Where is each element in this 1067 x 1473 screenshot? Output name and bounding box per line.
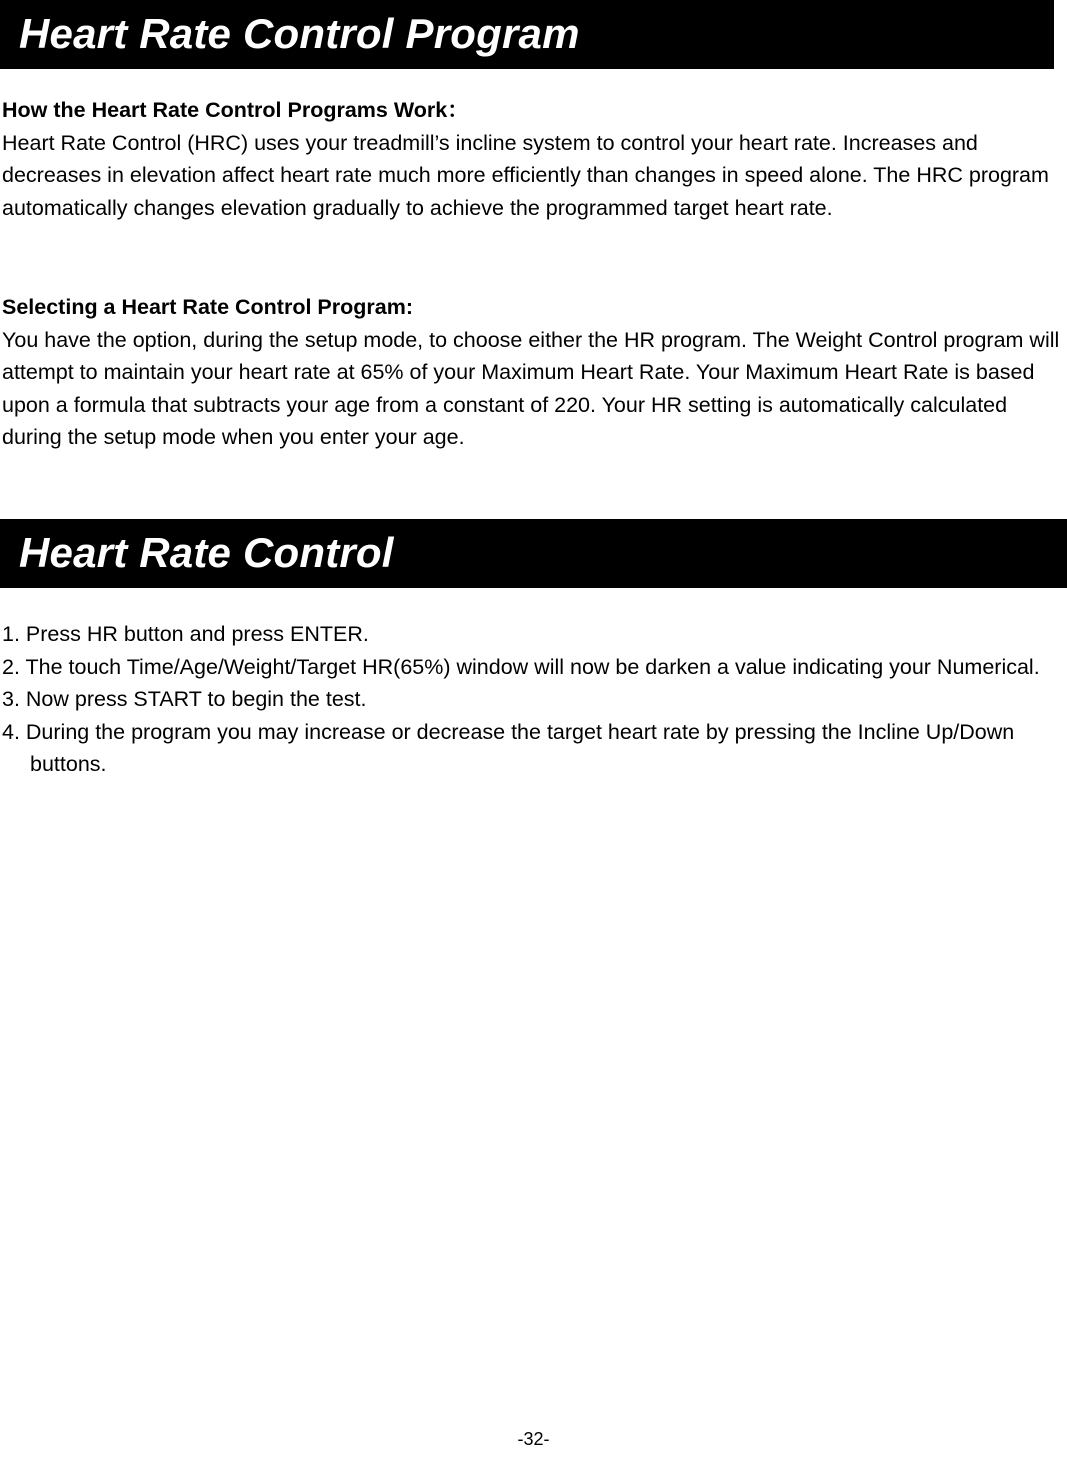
banner-title-control: Heart Rate Control	[19, 529, 394, 576]
selecting-program-section	[2, 291, 1064, 454]
instruction-step: 2. The touch Time/Age/Weight/Target HR(65%) window will now be darken a value indicating your Numerical.	[2, 654, 1040, 679]
how-it-works-body: Heart Rate Control (HRC) uses your treadmill’s incline system to control your heart rate. Increases and decreases in elevation affect heart rate much more efficiently than changes in speed alone. The HRC program automatically changes elevation gradually to achieve the programmed target heart rate.	[2, 130, 1049, 220]
instruction-step: 1. Press HR button and press ENTER.	[2, 622, 369, 646]
instruction-step: 3. Now press START to begin the test.	[2, 687, 367, 711]
banner-title-program: Heart Rate Control Program	[19, 10, 580, 57]
how-it-works-heading: How the Heart Rate Control Programs Work：	[2, 98, 469, 122]
page-number: -32-	[517, 1429, 550, 1449]
selecting-program-heading: Selecting a Heart Rate Control Program:	[2, 295, 413, 319]
how-it-works-section	[2, 94, 1064, 224]
instruction-step: 4. During the program you may increase or decrease the target heart rate by pressing the Incline Up/Down buttons.	[2, 719, 1015, 776]
section-banner-control	[0, 519, 1067, 588]
section-banner-program	[0, 0, 1054, 69]
instruction-steps-list	[2, 618, 1064, 781]
selecting-program-body: You have the option, during the setup mode, to choose either the HR program. The Weight Control program will attempt to maintain your heart rate at 65% of your Maximum Heart Rate. Your Maximum Heart Rate is based upon a formula that subtracts your age from a constant of 220. Your HR setting is automatically calculated during the setup mode when you enter your age.	[2, 327, 1060, 449]
